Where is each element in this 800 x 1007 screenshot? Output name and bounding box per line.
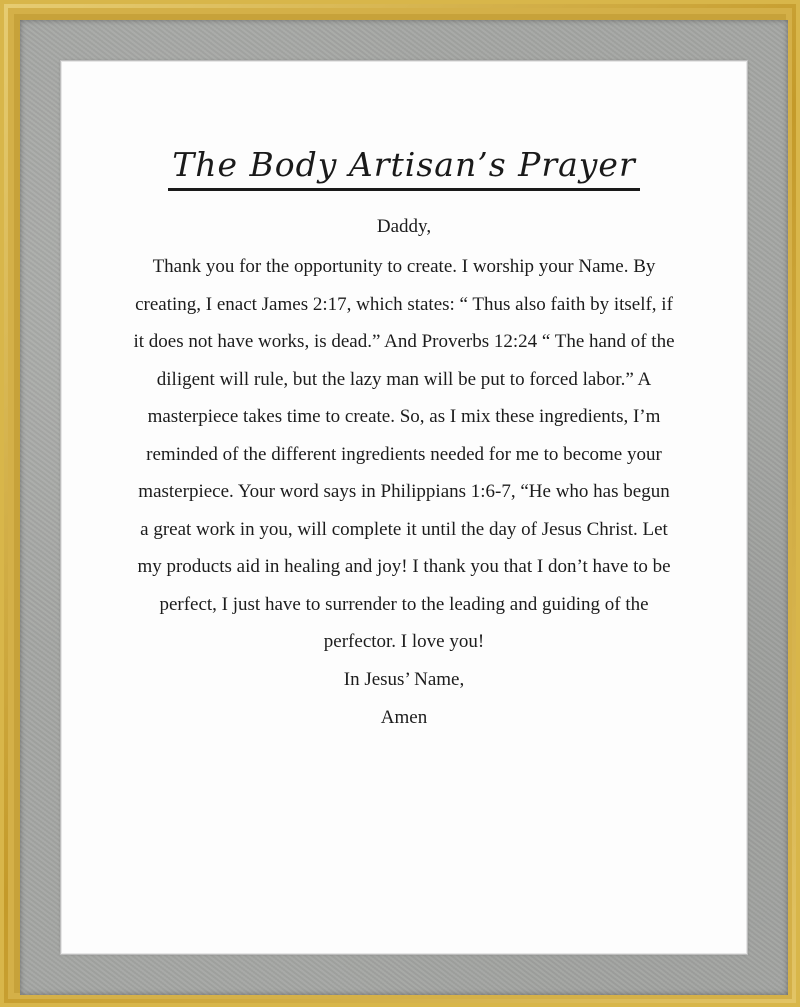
signoff: Amen (380, 706, 428, 728)
closing-line: In Jesus’ Name, (343, 668, 465, 690)
prayer-paragraph: Thank you for the opportunity to create. I worship your Name. By creating, I enact James 2:17, which states: “ Thus also faith by itself, if it does not have works, is dead.” And Proverbs 12:24 “ The hand of the diligent will rule, but the lazy man will be put to forced labor.” A masterpiece takes time to create. So, as I mix these ingredients, I’m reminded of the different ingredients needed for me to become your masterpiece. Your word says in Philippians 1:6-7, “He who has begun a great work in you, will complete it until the day of Jesus Christ. Let my products aid in healing and joy! I thank you that I don’t have to be perfect, I just have to surrender to the leading and guiding of the perfector. I love you! (133, 256, 675, 652)
prayer-title: The Body Artisan’s Prayer (168, 144, 639, 191)
prayer-paper (61, 61, 747, 954)
salutation: Daddy, (376, 216, 432, 237)
prayer-body (132, 208, 676, 737)
title-container (62, 144, 746, 191)
